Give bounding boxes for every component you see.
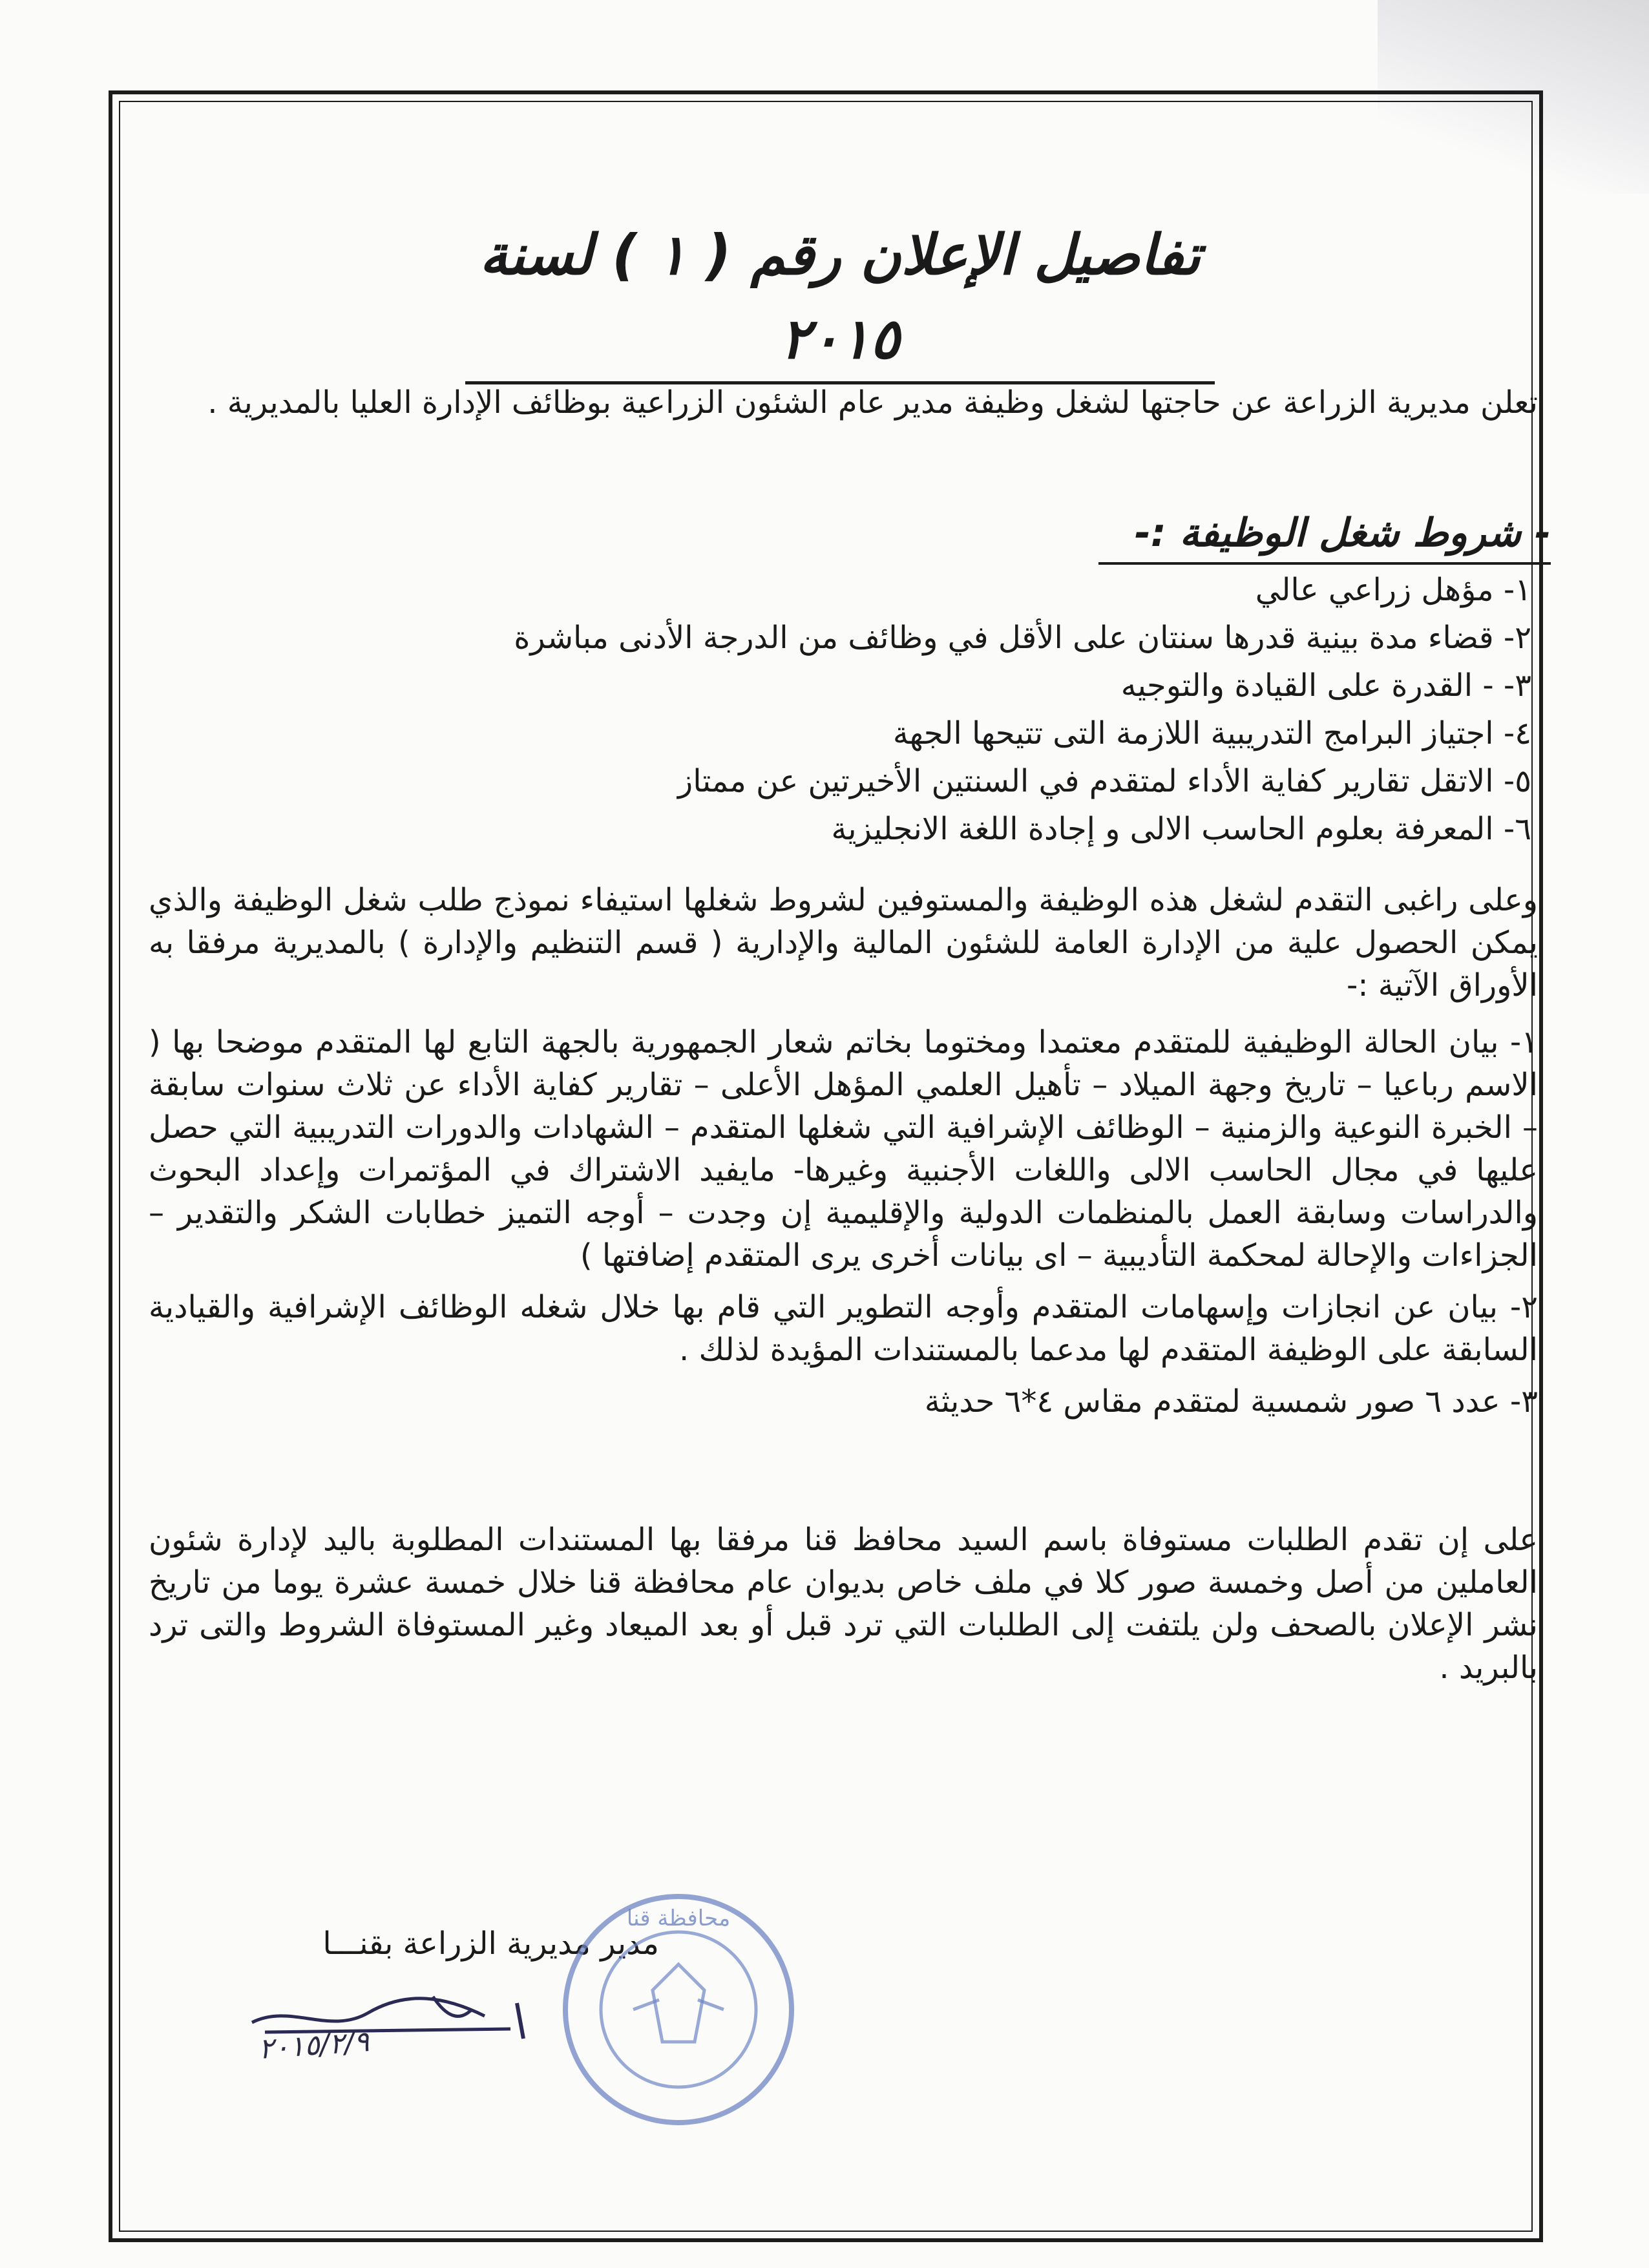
signature-date: ٢٠١٥/٢/٩	[257, 2025, 371, 2066]
condition-item: ٤- اجتياز البرامج التدريبية اللازمة التى تتيحها الجهة	[892, 715, 1531, 751]
seal-text: محافظة قنا	[626, 1906, 731, 1931]
document-item: ٣- عدد ٦ صور شمسية لمتقدم مقاس ٤*٦ حديثة	[924, 1383, 1538, 1420]
announcement-intro: تعلن مديرية الزراعة عن حاجتها لشغل وظيفة مدير عام الشئون الزراعية بوظائف الإدارة العليا بالمديرية .	[207, 384, 1538, 421]
required-documents-list	[149, 1021, 1538, 1432]
signatory-title: مدير مديرية الزراعة بقنـــا	[322, 1926, 659, 1962]
document-title: تفاصيل الإعلان رقم ( ١ ) لسنة ٢٠١٥	[465, 213, 1215, 384]
document-item: ٢- بيان عن انجازات وإسهامات المتقدم وأوجه التطوير التي قام بها خلال شغله الوظائف الإشرافية والقيادية السابقة على الوظيفة المتقدم لها مدعما بالمستندات المؤيدة لذلك .	[149, 1289, 1538, 1368]
document-item: ١- بيان الحالة الوظيفية للمتقدم معتمدا ومختوما بخاتم شعار الجمهورية بالجهة التابع لها المتقدم موضحا بها ( الاسم رباعيا – تاريخ وجهة الميلاد – تأهيل العلمي المؤهل الأعلى – تقارير كفاية الأداء عن ثلاث سنوات سابقة – الخبرة النوعية والزمنية – الوظائف الإشرافية التي شغلها المتقدم – الشهادات والدورات التدريبية التي حصل عليها في مجال الحاسب الالى واللغات الأجنبية وغيرها- مايفيد الاشتراك في المؤتمرات وإعداد البحوث والدراسات وسابقة العمل بالمنظمات الدولية والإقليمية إن وجدت – أوجه التميز خطابات الشكر والتقدير – الجزاءات والإحالة لمحكمة التأديبية – اى بيانات أخرى يرى المتقدم إضافتها )	[149, 1024, 1538, 1274]
condition-item: ٥- الاتقل تقارير كفاية الأداء لمتقدم في السنتين الأخيرتين عن ممتاز	[678, 763, 1531, 799]
condition-item: ٣- - القدرة على القيادة والتوجيه	[1120, 667, 1531, 704]
condition-item: ٦- المعرفة بعلوم الحاسب الالى و إجادة اللغة الانجليزية	[831, 811, 1531, 847]
closing-paragraph: على إن تقدم الطلبات مستوفاة باسم السيد محافظ قنا مرفقا بها المستندات المطلوبة باليد لإدارة شئون العاملين من أصل وخمسة صور كلا في ملف خاص بديوان عام محافظة قنا خلال خمسة عشرة يوما من تاريخ نشر الإعلان بالصحف ولن يلتفت إلى الطلبات التي ترد قبل أو بعد الميعاد وغير المستوفاة الشروط والتى ترد بالبريد .	[149, 1522, 1538, 1686]
conditions-heading: - شروط شغل الوظيفة :-	[1098, 504, 1551, 565]
application-paragraph: وعلى راغبى التقدم لشغل هذه الوظيفة والمستوفين لشروط شغلها استيفاء نموذج طلب شغل الوظيفة والذي يمكن الحصول علية من الإدارة العامة للشئون المالية والإدارية ( قسم التنظيم والإدارة ) بالمديرية مرفقا به الأوراق الآتية :-	[149, 882, 1538, 1003]
official-seal-icon	[556, 1887, 801, 2132]
condition-item: ١- مؤهل زراعي عالي	[1255, 572, 1531, 608]
conditions-list	[149, 569, 1531, 856]
condition-item: ٢- قضاء مدة بينية قدرها سنتان على الأقل في وظائف من الدرجة الأدنى مباشرة	[514, 620, 1531, 656]
